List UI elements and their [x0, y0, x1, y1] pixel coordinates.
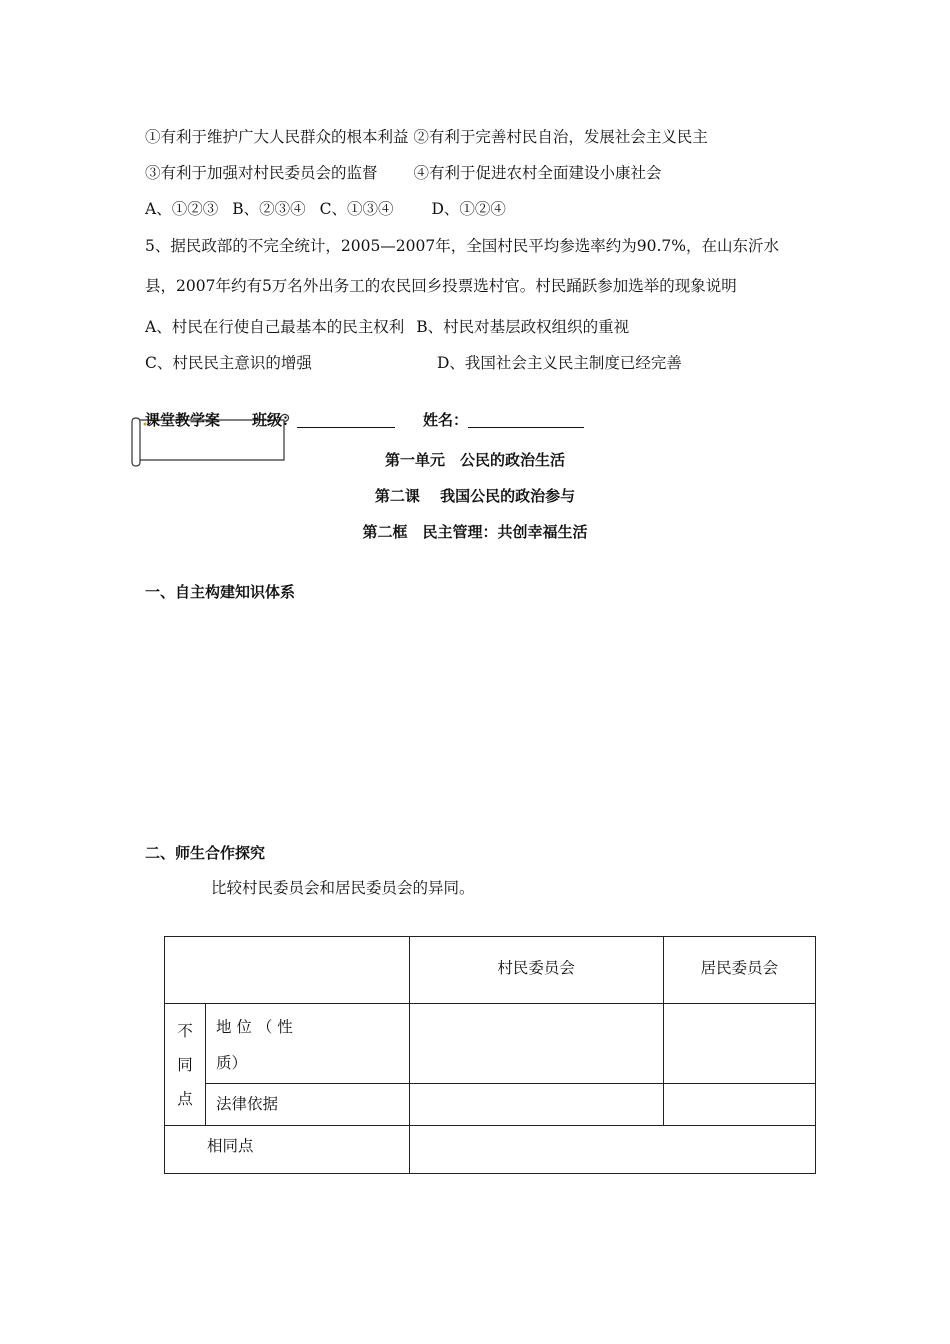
col-header-village: 村民委员会	[409, 937, 663, 1004]
row-status-line-2: 质）	[216, 1054, 248, 1072]
class-label: 班级：	[252, 411, 298, 429]
table-corner-cell	[165, 937, 410, 1004]
diff-char-2: 同	[177, 1056, 193, 1074]
diff-label	[165, 1004, 206, 1126]
q4-option-3: ③有利于加强对村民委员会的监督	[145, 164, 378, 182]
cell-resident-status[interactable]	[663, 1004, 815, 1084]
q5-stem-line-1: 5、据民政部的不完全统计，2005—2007年，全国村民平均参选率约为90.7%，在山东沂水	[145, 237, 779, 255]
q5-option-a: A、村民在行使自己最基本的民主权利	[145, 318, 405, 336]
frame-title: 第二框 民主管理：共创幸福生活	[362, 523, 588, 541]
row-same-label: 相同点	[165, 1126, 410, 1174]
q5-option-d: D、我国社会主义民主制度已经完善	[437, 354, 682, 372]
q4-answer-b: B、②③④	[232, 200, 306, 218]
col-header-resident: 居民委员会	[663, 937, 815, 1004]
name-label: 姓名：	[423, 411, 469, 429]
q5-options-ab	[145, 317, 629, 337]
class-header	[145, 410, 584, 430]
row-status-line-1: 地 位 （ 性	[216, 1018, 293, 1036]
class-blank[interactable]	[297, 411, 395, 428]
comparison-table	[164, 936, 816, 1174]
section-2-prompt: 比较村民委员会和居民委员会的异同。	[211, 879, 475, 897]
cell-resident-legal[interactable]	[663, 1084, 815, 1126]
q4-answers	[145, 199, 506, 219]
cell-village-legal[interactable]	[409, 1084, 663, 1126]
row-status-label	[206, 1004, 410, 1084]
q5-stem-line-2: 县，2007年约有5万名外出务工的农民回乡投票选村官。村民踊跃参加选举的现象说明	[145, 277, 737, 295]
diff-char-3: 点	[177, 1090, 193, 1108]
row-legal-basis-label: 法律依据	[206, 1084, 410, 1126]
section-1-heading: 一、自主构建知识体系	[145, 583, 296, 601]
lesson-title: 第二课 我国公民的政治参与	[374, 487, 576, 505]
cell-same[interactable]	[409, 1126, 815, 1174]
q5-option-c: C、村民民主意识的增强	[145, 354, 312, 372]
cell-village-status[interactable]	[409, 1004, 663, 1084]
q5-options-cd	[145, 353, 682, 373]
unit-title: 第一单元 公民的政治生活	[384, 451, 565, 469]
q4-option-1-2: ①有利于维护广大人民群众的根本利益 ②有利于完善村民自治，发展社会主义民主	[145, 128, 708, 146]
name-blank[interactable]	[468, 411, 584, 428]
q4-options-3-4	[145, 163, 662, 183]
diff-char-1: 不	[177, 1022, 193, 1040]
q4-answer-d: D、①②④	[431, 200, 506, 218]
q5-option-b: B、村民对基层政权组织的重视	[416, 318, 630, 336]
q4-answer-a: A、①②③	[145, 200, 219, 218]
q4-answer-c: C、①③④	[319, 200, 394, 218]
section-2-heading: 二、师生合作探究	[145, 844, 266, 862]
q4-option-4: ④有利于促进农村全面建设小康社会	[413, 164, 662, 182]
banner-title: 课堂教学案	[145, 411, 221, 429]
